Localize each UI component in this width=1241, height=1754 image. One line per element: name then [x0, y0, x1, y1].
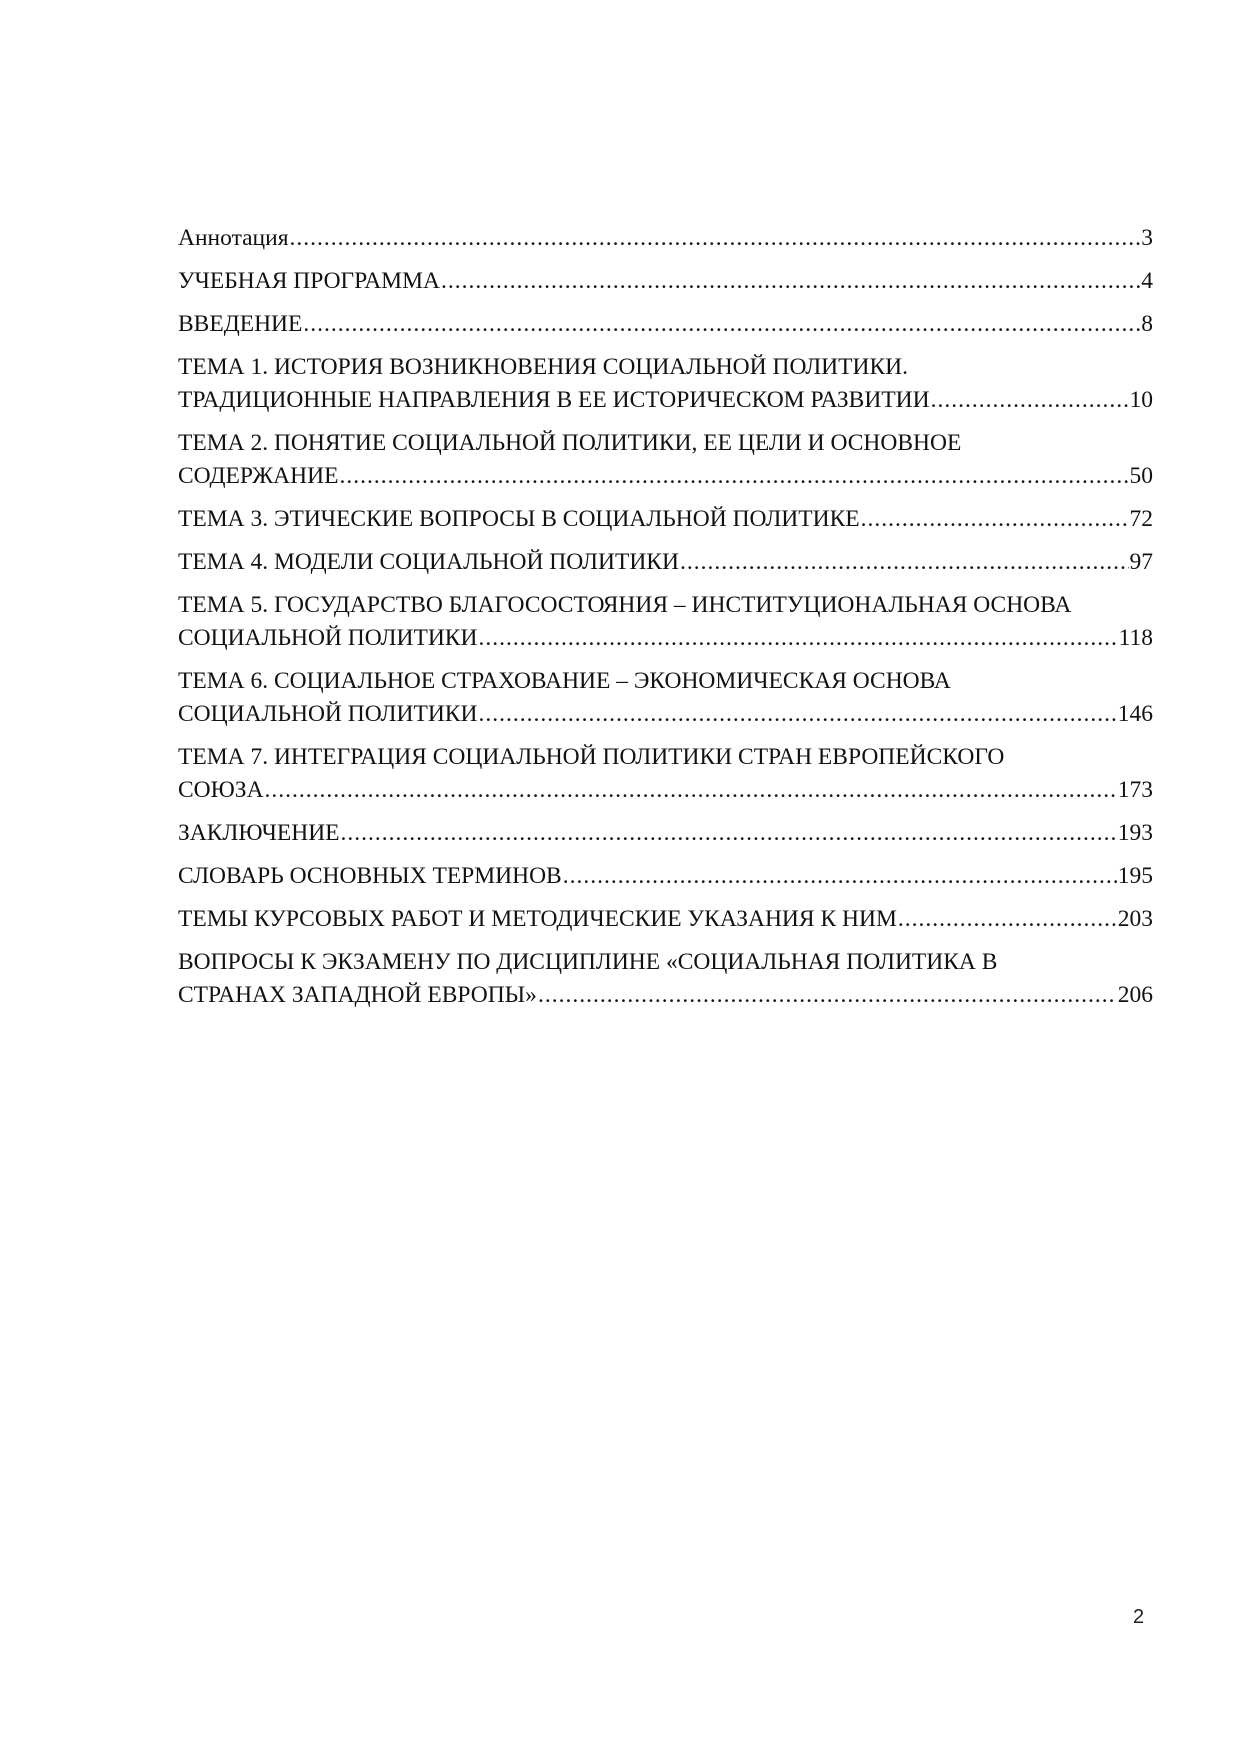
dot-leader [339, 460, 1128, 493]
toc-entry[interactable] [178, 903, 1153, 936]
toc-entry-page-number: 203 [1117, 906, 1153, 932]
toc-entry-title-line: ВОПРОСЫ К ЭКЗАМЕНУ ПО ДИСЦИПЛИНЕ «СОЦИАЛЬНАЯ ПОЛИТИКА В [178, 949, 998, 975]
toc-entry-title-line: СОДЕРЖАНИЕ [178, 463, 339, 489]
toc-entry-title-line: СЛОВАРЬ ОСНОВНЫХ ТЕРМИНОВ [178, 863, 562, 889]
dot-leader [478, 698, 1116, 731]
toc-entry-page-number: 118 [1118, 625, 1153, 651]
toc-entry-page-number: 3 [1141, 225, 1153, 251]
toc-entry-title-line: ВВЕДЕНИЕ [178, 311, 303, 337]
dot-leader [341, 817, 1117, 850]
toc-entry-title-line: ТЕМА 1. ИСТОРИЯ ВОЗНИКНОВЕНИЯ СОЦИАЛЬНОЙ ПОЛИТИКИ. [178, 354, 909, 380]
dot-leader [441, 265, 1140, 298]
toc-entry[interactable] [178, 308, 1153, 341]
toc-entry-page-number: 8 [1141, 311, 1153, 337]
toc-entry[interactable] [178, 860, 1153, 893]
dot-leader [898, 903, 1117, 936]
toc-entry-title-line: УЧЕБНАЯ ПРОГРАММА [178, 268, 440, 294]
toc-entry-page-number: 50 [1129, 463, 1153, 489]
toc-entry-page-number: 193 [1117, 820, 1153, 846]
toc-entry[interactable] [178, 546, 1153, 579]
toc-entry-title-line: ТЕМЫ КУРСОВЫХ РАБОТ И МЕТОДИЧЕСКИЕ УКАЗАНИЯ К НИМ [178, 906, 897, 932]
dot-leader [680, 546, 1129, 579]
toc-entry-page-number: 206 [1117, 982, 1153, 1008]
toc-entry-title-line: СОЮЗА [178, 777, 264, 803]
dot-leader [290, 222, 1141, 255]
toc-entry-page-number: 4 [1141, 268, 1153, 294]
toc-entry-title-line: ТЕМА 7. ИНТЕГРАЦИЯ СОЦИАЛЬНОЙ ПОЛИТИКИ СТРАН ЕВРОПЕЙСКОГО [178, 744, 1005, 770]
toc-entry-title-line: СТРАНАХ ЗАПАДНОЙ ЕВРОПЫ» [178, 982, 537, 1008]
toc-entry-title-line: СОЦИАЛЬНОЙ ПОЛИТИКИ [178, 701, 478, 727]
toc-entry-title-line: СОЦИАЛЬНОЙ ПОЛИТИКИ [178, 625, 478, 651]
toc-entry[interactable] [178, 946, 1153, 1012]
toc-entry-page-number: 10 [1129, 387, 1153, 413]
toc-entry-title-line: ТЕМА 4. МОДЕЛИ СОЦИАЛЬНОЙ ПОЛИТИКИ [178, 549, 679, 575]
toc-entry[interactable] [178, 817, 1153, 850]
toc-entry-page-number: 97 [1129, 549, 1153, 575]
toc-entry-title-line: ЗАКЛЮЧЕНИЕ [178, 820, 340, 846]
dot-leader [861, 503, 1129, 536]
dot-leader [563, 860, 1117, 893]
toc-entry[interactable] [178, 503, 1153, 536]
table-of-contents [178, 222, 1153, 1022]
toc-entry-title-line: ТЕМА 6. СОЦИАЛЬНОЕ СТРАХОВАНИЕ – ЭКОНОМИЧЕСКАЯ ОСНОВА [178, 668, 951, 694]
toc-entry-page-number: 195 [1117, 863, 1153, 889]
toc-entry[interactable] [178, 427, 1153, 493]
dot-leader [538, 979, 1117, 1012]
toc-entry[interactable] [178, 222, 1153, 255]
toc-entry-title-line: Аннотация [178, 225, 289, 251]
dot-leader [303, 308, 1140, 341]
toc-entry-title-line: ТЕМА 3. ЭТИЧЕСКИЕ ВОПРОСЫ В СОЦИАЛЬНОЙ ПОЛИТИКЕ [178, 506, 860, 532]
toc-entry-title-line: ТЕМА 2. ПОНЯТИЕ СОЦИАЛЬНОЙ ПОЛИТИКИ, ЕЕ ЦЕЛИ И ОСНОВНОЕ [178, 430, 962, 456]
page-number: 2 [1133, 1606, 1145, 1628]
toc-entry-title-line: ТЕМА 5. ГОСУДАРСТВО БЛАГОСОСТОЯНИЯ – ИНСТИТУЦИОНАЛЬНАЯ ОСНОВА [178, 592, 1072, 618]
toc-entry[interactable] [178, 741, 1153, 807]
dot-leader [478, 622, 1117, 655]
toc-entry[interactable] [178, 589, 1153, 655]
toc-entry[interactable] [178, 351, 1153, 417]
dot-leader [265, 774, 1117, 807]
toc-entry[interactable] [178, 265, 1153, 298]
toc-entry-page-number: 146 [1117, 701, 1153, 727]
dot-leader [931, 384, 1129, 417]
toc-entry[interactable] [178, 665, 1153, 731]
toc-entry-page-number: 173 [1117, 777, 1153, 803]
toc-entry-page-number: 72 [1129, 506, 1153, 532]
toc-entry-title-line: ТРАДИЦИОННЫЕ НАПРАВЛЕНИЯ В ЕЕ ИСТОРИЧЕСКОМ РАЗВИТИИ [178, 387, 930, 413]
